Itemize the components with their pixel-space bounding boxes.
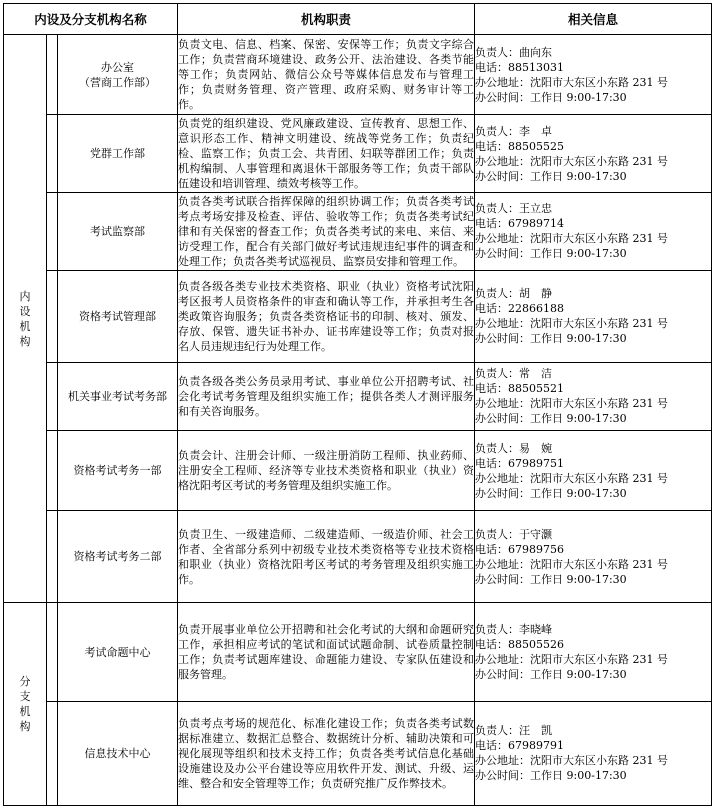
unit-name: 党群工作部 <box>58 115 178 193</box>
address-text: 办公地址：沈阳市大东区小东路 231 号 <box>475 653 669 667</box>
head-text: 负责人：易 婉 <box>475 441 553 455</box>
head-text: 负责人：于守灏 <box>475 527 553 541</box>
unit-info <box>475 511 712 603</box>
hours-text: 办公时间：工作日 9:00-17:30 <box>475 247 627 261</box>
unit-name: 机关事业考试考务部 <box>58 362 178 430</box>
group-internal <box>4 35 47 603</box>
header-row <box>4 4 712 35</box>
address-text: 办公地址：沈阳市大东区小东路 231 号 <box>475 471 669 485</box>
unit-info <box>475 115 712 193</box>
unit-info <box>475 603 712 701</box>
address-text: 办公地址：沈阳市大东区小东路 231 号 <box>475 154 669 168</box>
unit-duties: 负责文电、信息、档案、保密、安保等工作；负责文字综合工作；负责营商环境建设、政务公开、法治建设、各类节能等工作；负责网站、微信公众号等媒体信息发布与管理工作；负责财务管理、资产管理、政府采购、财务审计等工作。 <box>178 35 475 115</box>
table-row <box>4 193 712 270</box>
head-text: 负责人：曲向东 <box>475 45 553 59</box>
table-row <box>4 701 712 805</box>
group-label: 分支机构 <box>19 675 31 734</box>
header-info: 相关信息 <box>475 4 712 35</box>
unit-info <box>475 362 712 430</box>
spacer-cell <box>47 115 58 193</box>
unit-info <box>475 430 712 510</box>
organization-table <box>3 3 712 806</box>
group-label: 内设机构 <box>19 289 31 348</box>
table-row <box>4 362 712 430</box>
address-text: 办公地址：沈阳市大东区小东路 231 号 <box>475 557 669 571</box>
phone-text: 电话：88505521 <box>475 382 565 396</box>
address-text: 办公地址：沈阳市大东区小东路 231 号 <box>475 232 669 246</box>
unit-duties: 负责会计、注册会计师、一级注册消防工程师、执业药师、注册安全工程师、经济等专业技术类资格和职业（执业）资格沈阳考区考试的考务管理及组织实施工作。 <box>178 430 475 510</box>
address-text: 办公地址：沈阳市大东区小东路 231 号 <box>475 75 669 89</box>
spacer-cell <box>47 270 58 362</box>
phone-text: 电话：67989751 <box>475 456 565 470</box>
hours-text: 办公时间：工作日 9:00-17:30 <box>475 90 627 104</box>
phone-text: 电话：67989756 <box>475 542 565 556</box>
address-text: 办公地址：沈阳市大东区小东路 231 号 <box>475 397 669 411</box>
head-text: 负责人：王立忠 <box>475 202 553 216</box>
unit-info <box>475 35 712 115</box>
hours-text: 办公时间：工作日 9:00-17:30 <box>475 769 627 783</box>
header-unit: 内设及分支机构名称 <box>4 4 178 35</box>
unit-name: 考试命题中心 <box>58 603 178 701</box>
spacer-cell <box>47 701 58 805</box>
table-row <box>4 115 712 193</box>
phone-text: 电话：67989791 <box>475 739 565 753</box>
unit-name: 资格考试考务二部 <box>58 511 178 603</box>
spacer-cell <box>47 603 58 701</box>
phone-text: 电话：88505526 <box>475 638 565 652</box>
spacer-cell <box>47 430 58 510</box>
head-text: 负责人：李 卓 <box>475 124 553 138</box>
unit-name: 考试监察部 <box>58 193 178 270</box>
header-duties: 机构职责 <box>178 4 475 35</box>
unit-duties: 负责各级各类专业技术类资格、职业（执业）资格考试沈阳考区报考人员资格条件的审查和确认等工作，并承担考生各类政策咨询服务；负责各类资格证书的印制、核对、颁发、存放、保管、遗失证书补办、证书库建设等工作；负责对报名人员违规违纪行为处理工作。 <box>178 270 475 362</box>
head-text: 负责人：李晓峰 <box>475 623 553 637</box>
address-text: 办公地址：沈阳市大东区小东路 231 号 <box>475 754 669 768</box>
unit-duties: 负责各级各类公务员录用考试、事业单位公开招聘考试、社会化考试考务管理及组织实施工作；提供各类人才测评服务和有关咨询服务。 <box>178 362 475 430</box>
phone-text: 电话：67989714 <box>475 217 565 231</box>
table-row <box>4 430 712 510</box>
unit-info <box>475 270 712 362</box>
phone-text: 电话：22866188 <box>475 302 565 316</box>
head-text: 负责人：汪 凯 <box>475 724 553 738</box>
table-row <box>4 270 712 362</box>
unit-info <box>475 701 712 805</box>
unit-name <box>58 35 178 115</box>
spacer-cell <box>47 35 58 115</box>
spacer-cell <box>47 511 58 603</box>
table-row <box>4 511 712 603</box>
hours-text: 办公时间：工作日 9:00-17:30 <box>475 486 627 500</box>
unit-name: 资格考试管理部 <box>58 270 178 362</box>
unit-duties: 负责开展事业单位公开招聘和社会化考试的大纲和命题研究工作，承担相应考试的笔试和面试试题命制、试卷质量控制工作；负责考试题库建设、命题能力建设、专家队伍建设和服务管理。 <box>178 603 475 701</box>
head-text: 负责人：胡 静 <box>475 287 553 301</box>
head-text: 负责人：常 洁 <box>475 367 553 381</box>
hours-text: 办公时间：工作日 9:00-17:30 <box>475 169 627 183</box>
phone-text: 电话：88505525 <box>475 139 565 153</box>
unit-duties: 负责党的组织建设、党风廉政建设、宣传教育、思想工作、意识形态工作、精神文明建设、统战等党务工作；负责纪检、监察工作；负责工会、共青团、妇联等群团工作；负责机构编制、人事管理和离退休干部服务等工作；负责干部队伍建设和培训管理、绩效考核等工作。 <box>178 115 475 193</box>
unit-name-main: 办公室 <box>101 60 135 74</box>
group-branch <box>4 603 47 806</box>
unit-name-sub: （营商工作部） <box>79 75 157 89</box>
hours-text: 办公时间：工作日 9:00-17:30 <box>475 412 627 426</box>
table-row <box>4 35 712 115</box>
unit-duties: 负责考点考场的规范化、标准化建设工作；负责各类考试数据标准建立、数据汇总整合、数据统计分析、辅助决策和可视化展现等组织和技术支持工作；负责各类考试信息化基础设施建设及办公平台建设等应用软件开发、测试、升级、运维、整合和安全管理等工作；负责研究推广反作弊技术。 <box>178 701 475 805</box>
hours-text: 办公时间：工作日 9:00-17:30 <box>475 668 627 682</box>
unit-duties: 负责卫生、一级建造师、二级建造师、一级造价师、社会工作者、全省部分系列中初级专业技术类资格等专业技术资格和职业（执业）资格沈阳考区考试的考务管理及组织实施工作。 <box>178 511 475 603</box>
phone-text: 电话：88513031 <box>475 60 565 74</box>
address-text: 办公地址：沈阳市大东区小东路 231 号 <box>475 317 669 331</box>
hours-text: 办公时间：工作日 9:00-17:30 <box>475 332 627 346</box>
unit-name: 资格考试考务一部 <box>58 430 178 510</box>
unit-info <box>475 193 712 270</box>
spacer-cell <box>47 193 58 270</box>
spacer-cell <box>47 362 58 430</box>
table-row <box>4 603 712 701</box>
unit-name: 信息技术中心 <box>58 701 178 805</box>
hours-text: 办公时间：工作日 9:00-17:30 <box>475 572 627 586</box>
unit-duties: 负责各类考试联合指挥保障的组织协调工作；负责各类考试考点考场安排及检查、评估、验收等工作；负责各类考试纪律和有关保密的督查工作；负责各类考试的来电、来信、来访受理工作，配合有关部门做好考试违规违纪事件的调查和处理工作；负责各类考试巡视员、监察员安排和管理工作。 <box>178 193 475 270</box>
